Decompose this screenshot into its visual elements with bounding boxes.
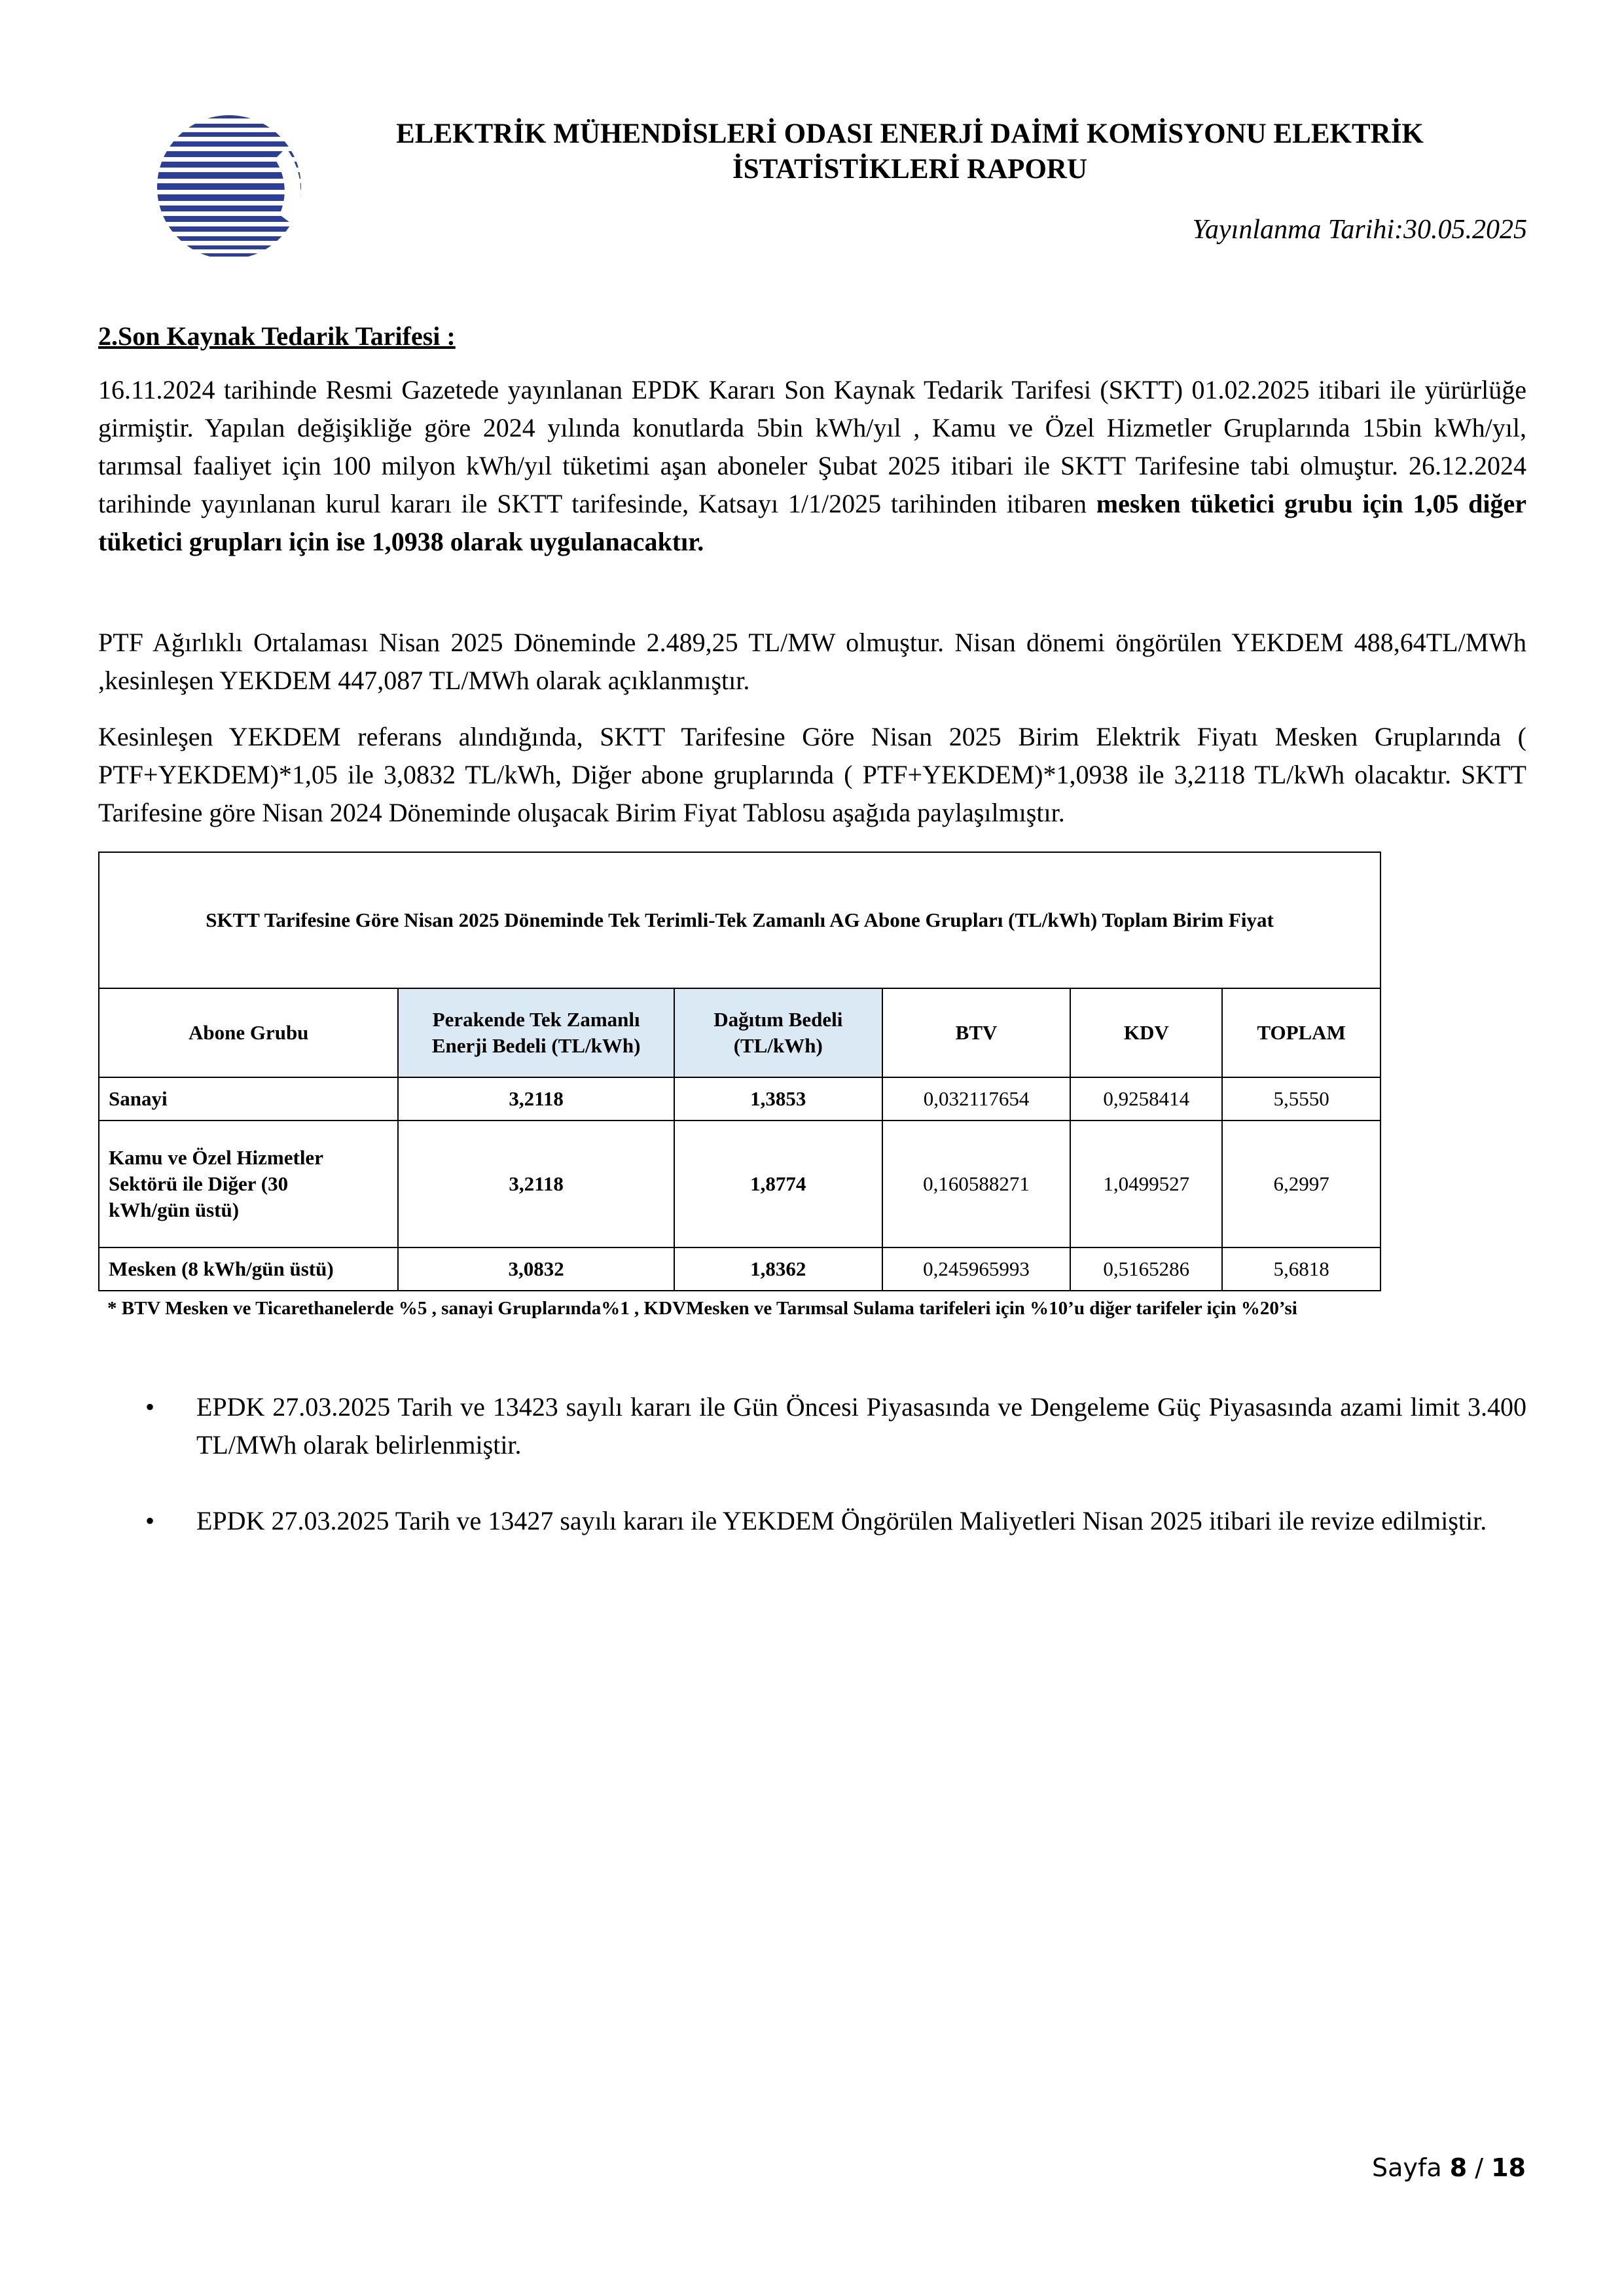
cell-kdv: 0,5165286: [1070, 1247, 1222, 1291]
list-item: [98, 1388, 1526, 1464]
list-item-text: EPDK 27.03.2025 Tarih ve 13423 sayılı kararı ile Gün Öncesi Piyasasında ve Dengeleme Güç Piyasasında azami limit 3.400 TL/MWh olarak belirlenmiştir.: [196, 1392, 1526, 1460]
table-title: SKTT Tarifesine Göre Nisan 2025 Döneminde Tek Terimli-Tek Zamanlı AG Abone Grupları (TL/kWh) Toplam Birim Fiyat: [99, 852, 1380, 988]
table-header-row: [99, 988, 1380, 1077]
cell-btv: 0,160588271: [882, 1121, 1071, 1247]
header-dagitim-bedeli: [674, 988, 882, 1077]
list-item: [98, 1502, 1526, 1540]
cell-btv: 0,032117654: [882, 1077, 1071, 1121]
header-enerji-bedeli-label: Perakende Tek Zamanlı Enerji Bedeli (TL/kWh): [431, 1008, 641, 1057]
tariff-table-container: [98, 852, 1381, 1320]
cell-kdv: 1,0499527: [1070, 1121, 1222, 1247]
page-number: [1372, 2153, 1526, 2182]
bullet-dot-icon: •: [145, 1506, 155, 1535]
publication-date: Yayınlanma Tarihi:30.05.2025: [1192, 215, 1527, 245]
emo-logo-icon: [145, 110, 322, 260]
bullet-dot-icon: •: [145, 1392, 155, 1422]
report-title-line1: ELEKTRİK MÜHENDİSLERİ ODASI ENERJİ DAİMİ KOMİSYONU ELEKTRİK: [396, 118, 1424, 149]
table-footnote: * BTV Mesken ve Ticarethanelerde %5 , sanayi Gruplarında%1 , KDVMesken ve Tarımsal Sulama tarifeleri için %10’u diğer tarifeler için %20’si: [107, 1298, 1297, 1319]
cell-dagitim: 1,3853: [674, 1077, 882, 1121]
paragraph-sktt-intro-text: 16.11.2024 tarihinde Resmi Gazetede yayınlanan EPDK Kararı Son Kaynak Tedarik Tarifesi (SKTT) 01.02.2025 itibari ile yürürlüğe girmiştir. Yapılan değişikliğe göre 2024 yılında konutlarda 5bin kWh/yıl , Kamu ve Özel Hizmetler Gruplarında 15bin kWh/yıl, tarımsal faaliyet için 100 milyon kWh/yıl tüketimi aşan aboneler Şubat 2025 itibari ile SKTT Tarifesine tabi olmuştur. 26.12.2024 tarihinde yayınlanan kurul kararı ile SKTT tarifesinde, Katsayı 1/1/2025 tarihinden itibaren: [98, 375, 1526, 518]
paragraph-yekdem: Kesinleşen YEKDEM referans alındığında, SKTT Tarifesine Göre Nisan 2025 Birim Elektrik Fiyatı Mesken Gruplarında ( PTF+YEKDEM)*1,05 ile 3,0832 TL/kWh, Diğer abone gruplarında ( PTF+YEKDEM)*1,0938 ile 3,2118 TL/kWh olacaktır. SKTT Tarifesine göre Nisan 2024 Döneminde oluşacak Birim Fiyat Tablosu aşağıda paylaşılmıştır.: [98, 722, 1526, 827]
page-total: 18: [1491, 2153, 1526, 2182]
header-abone-grubu: Abone Grubu: [99, 988, 398, 1077]
cell-toplam: 5,5550: [1222, 1077, 1380, 1121]
paragraph-ptf: PTF Ağırlıklı Ortalaması Nisan 2025 Döneminde 2.489,25 TL/MW olmuştur. Nisan dönemi öngörülen YEKDEM 488,64TL/MWh ,kesinleşen YEKDEM 447,087 TL/MWh olarak açıklanmıştır.: [98, 628, 1526, 695]
page-label: Sayfa: [1372, 2153, 1450, 2182]
tariff-table: [98, 852, 1381, 1291]
header-kdv: KDV: [1070, 988, 1222, 1077]
cell-enerji: 3,0832: [398, 1247, 674, 1291]
table-row: [99, 1247, 1380, 1291]
list-item-text: EPDK 27.03.2025 Tarih ve 13427 sayılı kararı ile YEKDEM Öngörülen Maliyetleri Nisan 2025 itibari ile revize edilmiştir.: [196, 1506, 1487, 1535]
cell-enerji: 3,2118: [398, 1077, 674, 1121]
cell-group: Kamu ve Özel Hizmetler Sektörü ile Diğer (30 kWh/gün üstü): [99, 1121, 398, 1247]
cell-group: Sanayi: [99, 1077, 398, 1121]
paragraph-sktt-intro: [98, 371, 1526, 561]
table-row: [99, 1077, 1380, 1121]
header-toplam: TOPLAM: [1222, 988, 1380, 1077]
cell-group: Mesken (8 kWh/gün üstü): [99, 1247, 398, 1291]
paragraph-sktt-intro-bold: mesken tüketici grubu için 1,05 diğer tüketici grupları için ise 1,0938 olarak uygulanacaktır.: [98, 489, 1527, 556]
report-title-line2: İSTATİSTİKLERİ RAPORU: [732, 154, 1087, 185]
report-title: [327, 117, 1492, 187]
page-current: 8: [1449, 2153, 1468, 2182]
header-dagitim-bedeli-label: Dağıtım Bedeli (TL/kWh): [713, 1008, 843, 1057]
section-heading: 2.Son Kaynak Tedarik Tarifesi :: [98, 321, 456, 351]
cell-dagitim: 1,8362: [674, 1247, 882, 1291]
header-enerji-bedeli: [398, 988, 674, 1077]
bullet-list: [98, 1388, 1526, 1540]
cell-toplam: 5,6818: [1222, 1247, 1380, 1291]
cell-dagitim: 1,8774: [674, 1121, 882, 1247]
table-row: [99, 1121, 1380, 1247]
cell-enerji: 3,2118: [398, 1121, 674, 1247]
cell-btv: 0,245965993: [882, 1247, 1071, 1291]
cell-kdv: 0,9258414: [1070, 1077, 1222, 1121]
header-btv: BTV: [882, 988, 1071, 1077]
cell-toplam: 6,2997: [1222, 1121, 1380, 1247]
page-content: [98, 321, 1526, 1578]
page-separator: /: [1467, 2153, 1492, 2182]
